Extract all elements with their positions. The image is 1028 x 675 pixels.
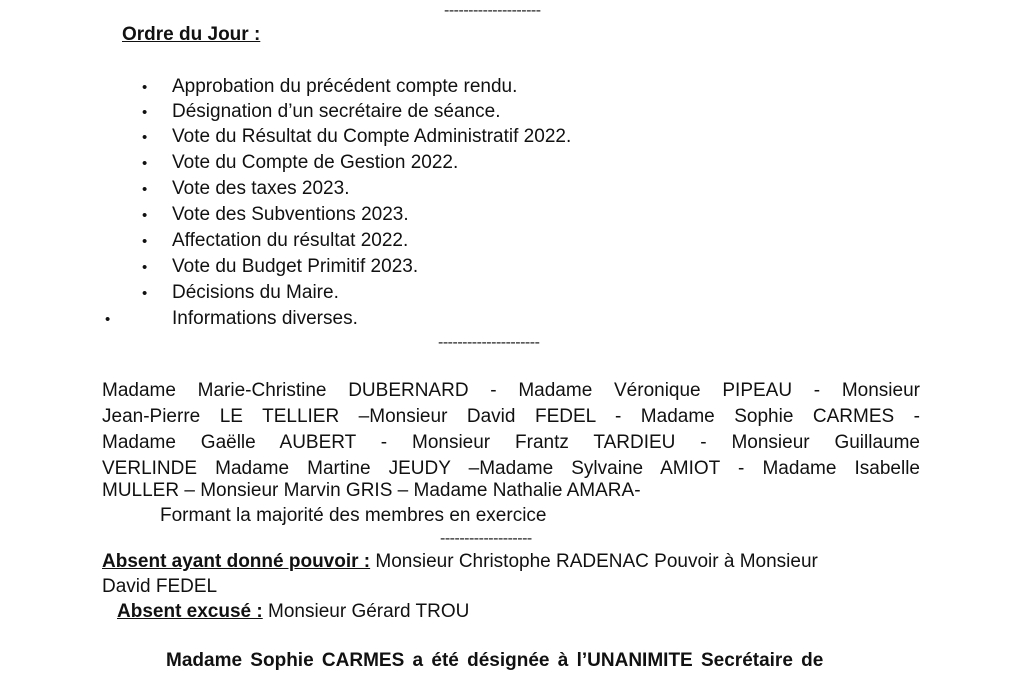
agenda-item: Désignation d’un secrétaire de séance.	[172, 101, 501, 122]
members-last-line: MULLER – Monsieur Marvin GRIS – Madame Nathalie AMARA-	[102, 480, 641, 501]
list-bullet: •	[142, 259, 148, 276]
members-paragraph	[102, 378, 920, 482]
agenda-heading: Ordre du Jour :	[122, 24, 261, 45]
agenda-item: Vote du Budget Primitif 2023.	[172, 256, 419, 277]
list-bullet: •	[142, 155, 148, 172]
separator-after-members: -------------------	[440, 530, 532, 547]
proxy-text: Monsieur Christophe RADENAC Pouvoir à Monsieur	[375, 551, 818, 572]
excused-absence	[117, 601, 469, 623]
members-line: Madame Marie-Christine DUBERNARD - Madame Véronique PIPEAU - Monsieur	[102, 380, 920, 401]
members-line: VERLINDE Madame Martine JEUDY –Madame Sylvaine AMIOT - Madame Isabelle	[102, 458, 920, 479]
excused-label: Absent excusé :	[117, 601, 263, 622]
agenda-item: Vote des taxes 2023.	[172, 178, 350, 199]
agenda-item: Approbation du précédent compte rendu.	[172, 76, 518, 97]
list-bullet: •	[142, 207, 148, 224]
secretary-designation: Madame Sophie CARMES a été désignée à l’UNANIMITE Secrétaire de	[166, 650, 824, 671]
proxy-absence	[102, 551, 920, 573]
list-bullet: •	[142, 285, 148, 302]
agenda-item: Vote du Résultat du Compte Administratif 2022.	[172, 126, 572, 147]
agenda-item: Vote du Compte de Gestion 2022.	[172, 152, 459, 173]
list-bullet: •	[142, 129, 148, 146]
agenda-item: Décisions du Maire.	[172, 282, 339, 303]
members-line: Jean-Pierre LE TELLIER –Monsieur David FEDEL - Madame Sophie CARMES -	[102, 406, 920, 427]
separator-top: --------------------	[444, 2, 541, 19]
list-bullet: •	[142, 79, 148, 96]
majority-note: Formant la majorité des membres en exercice	[160, 505, 547, 526]
agenda-item: Affectation du résultat 2022.	[172, 230, 409, 251]
members-line: Madame Gaëlle AUBERT - Monsieur Frantz TARDIEU - Monsieur Guillaume	[102, 432, 920, 453]
list-bullet: •	[105, 311, 111, 328]
proxy-label: Absent ayant donné pouvoir :	[102, 551, 371, 572]
separator-after-agenda: ---------------------	[438, 334, 540, 351]
list-bullet: •	[142, 181, 148, 198]
agenda-item: Vote des Subventions 2023.	[172, 204, 409, 225]
agenda-item: Informations diverses.	[172, 308, 358, 329]
list-bullet: •	[142, 233, 148, 250]
proxy-text-continued: David FEDEL	[102, 576, 218, 597]
excused-text: Monsieur Gérard TROU	[268, 601, 470, 622]
list-bullet: •	[142, 104, 148, 121]
